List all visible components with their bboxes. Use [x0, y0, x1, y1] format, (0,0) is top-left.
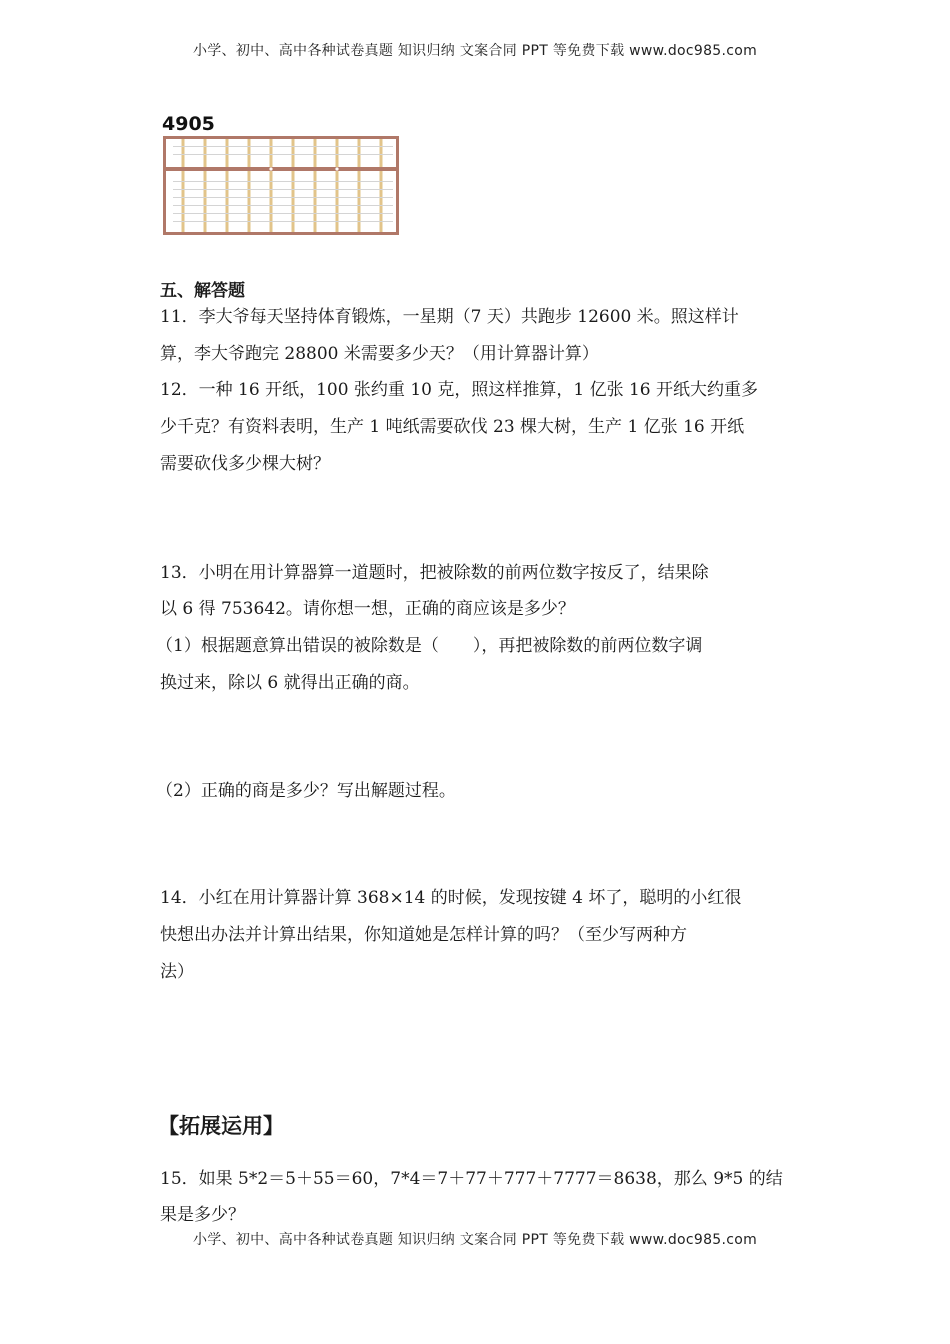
section-five-title: 五、解答题: [160, 281, 245, 301]
page-header: 小学、初中、高中各种试卷真题 知识归纳 文案合同 PPT 等免费下载 www.doc985.com: [192, 43, 758, 59]
q15-line-1: 15．如果 5*2＝5＋55＝60，7*4＝7＋77＋777＋7777＝8638，那么 9*5 的结: [160, 1169, 783, 1189]
q14-line-2: 快想出办法并计算出结果，你知道她是怎样计算的吗？（至少写两种方: [160, 925, 687, 945]
q13-part1-line-2: 换过来，除以 6 就得出正确的商。: [160, 673, 420, 693]
abacus-unit-dot: [269, 167, 272, 170]
abacus-frame: [165, 138, 398, 234]
q11-line-1: 11．李大爷每天坚持体育锻炼，一星期（7 天）共跑步 12600 米。照这样计: [160, 307, 739, 327]
q12-line-2: 少千克？有资料表明，生产 1 吨纸需要砍伐 23 棵大树，生产 1 亿张 16 开纸: [160, 417, 745, 437]
extension-title: 【拓展运用】: [158, 1114, 284, 1138]
q13-part1-line-1: （1）根据题意算出错误的被除数是（ ），再把被除数的前两位数字调: [156, 636, 703, 656]
abacus-figure: [163, 136, 399, 236]
q15-line-2: 果是多少？: [160, 1205, 245, 1225]
q12-line-1: 12．一种 16 开纸，100 张约重 10 克，照这样推算，1 亿张 16 开纸大约重多: [160, 380, 759, 400]
q12-line-3: 需要砍伐多少棵大树？: [160, 454, 330, 474]
abacus-beam: [166, 167, 396, 171]
page-footer: 小学、初中、高中各种试卷真题 知识归纳 文案合同 PPT 等免费下载 www.doc985.com: [192, 1232, 758, 1248]
abacus-unit-dot: [335, 167, 338, 170]
q14-line-3: 法）: [160, 962, 194, 982]
q13-line-2: 以 6 得 753642。请你想一想，正确的商应该是多少？: [160, 599, 575, 619]
q14-line-1: 14．小红在用计算器计算 368×14 的时候，发现按键 4 坏了，聪明的小红很: [160, 888, 742, 908]
q13-line-1: 13．小明在用计算器算一道题时，把被除数的前两位数字按反了，结果除: [160, 563, 709, 583]
q11-line-2: 算，李大爷跑完 28800 米需要多少天？（用计算器计算）: [160, 344, 599, 364]
abacus-number-label: 4905: [162, 113, 215, 135]
q13-part2: （2）正确的商是多少？写出解题过程。: [156, 781, 456, 801]
